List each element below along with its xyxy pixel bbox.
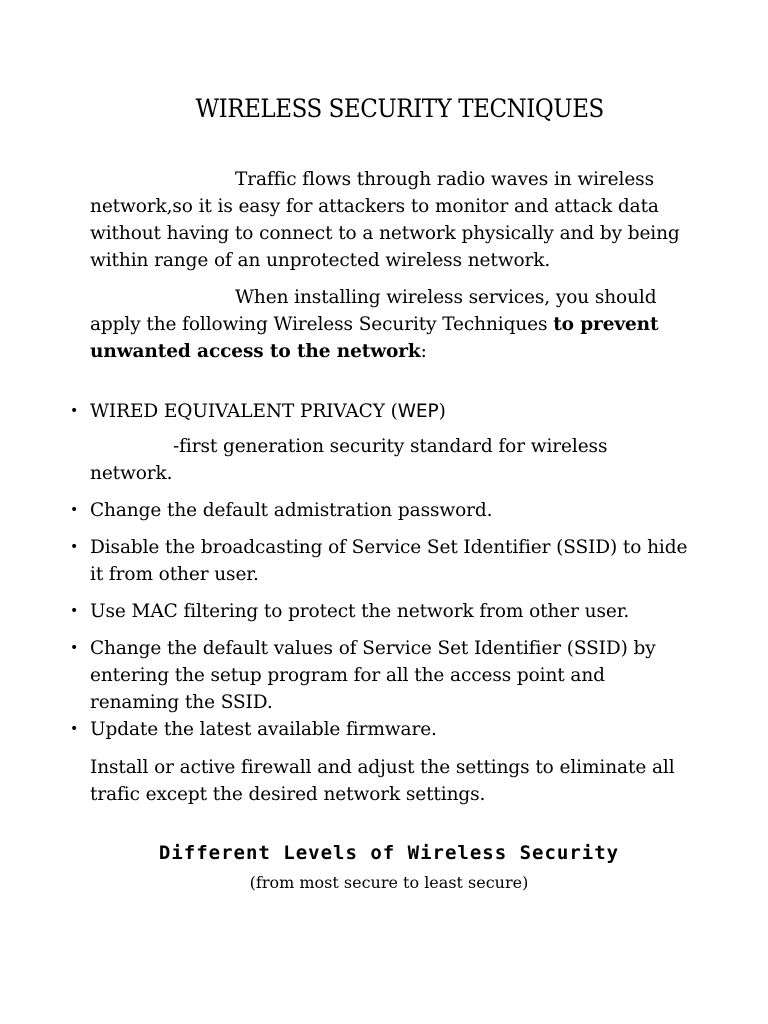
list-item-wep-prefix: WIRED EQUIVALENT PRIVACY ( [90, 401, 398, 422]
bullet-icon: • [70, 502, 79, 518]
list-item-ssid-defaults [70, 635, 690, 716]
bullet-icon: • [70, 603, 79, 619]
list-item-mac-filtering [70, 598, 690, 625]
document-title: WIRELESS SECURITY TECNIQUES [195, 94, 604, 123]
intro-paragraph-2-colon: : [420, 341, 427, 362]
intro-paragraph-2-emphasis: to prevent unwanted access to the network [90, 314, 659, 362]
list-item-password-text: Change the default admistration password. [90, 500, 493, 521]
list-item-firmware-text: Update the latest available firmware. [90, 719, 437, 740]
list-item-password [70, 497, 690, 524]
closing-paragraph: Install or active firewall and adjust the settings to eliminate all trafic except the desired network settings. [90, 757, 675, 805]
intro-paragraph-2 [90, 284, 690, 365]
intro-paragraph-2-text: When installing wireless services, you should apply the following Wireless Security Techniques [90, 287, 657, 335]
bullet-icon: • [70, 721, 79, 737]
list-item-ssid-broadcast-text: Disable the broadcasting of Service Set Identifier (SSID) to hide it from other user. [90, 537, 688, 585]
list-item-firmware [70, 716, 690, 743]
list-item-ssid-broadcast [70, 534, 690, 588]
bullet-icon: • [70, 539, 79, 555]
intro-paragraph-1-text: Traffic flows through radio waves in wireless network,so it is easy for attackers to monitor and attack data without having to connect to a network physically and by being within range of an unprotected wireless network. [90, 169, 680, 271]
section-subheading: (from most secure to least secure) [249, 873, 529, 892]
bullet-icon: • [70, 403, 79, 419]
list-item-wep-acronym: WEP [397, 401, 439, 422]
list-item-wep-suffix: ) [438, 401, 446, 422]
intro-paragraph-1 [90, 166, 690, 274]
list-item-wep-detail [90, 433, 690, 487]
bullet-icon: • [70, 640, 79, 656]
list-item-wep [70, 398, 690, 425]
list-item-wep-detail-text: -first generation security standard for wireless network. [90, 436, 608, 484]
list-item-ssid-defaults-text: Change the default values of Service Set Identifier (SSID) by entering the setup program for all the access point and renaming the SSID. [90, 638, 656, 713]
list-item-mac-filtering-text: Use MAC filtering to protect the network from other user. [90, 601, 630, 622]
section-heading: Different Levels of Wireless Security [158, 842, 620, 864]
